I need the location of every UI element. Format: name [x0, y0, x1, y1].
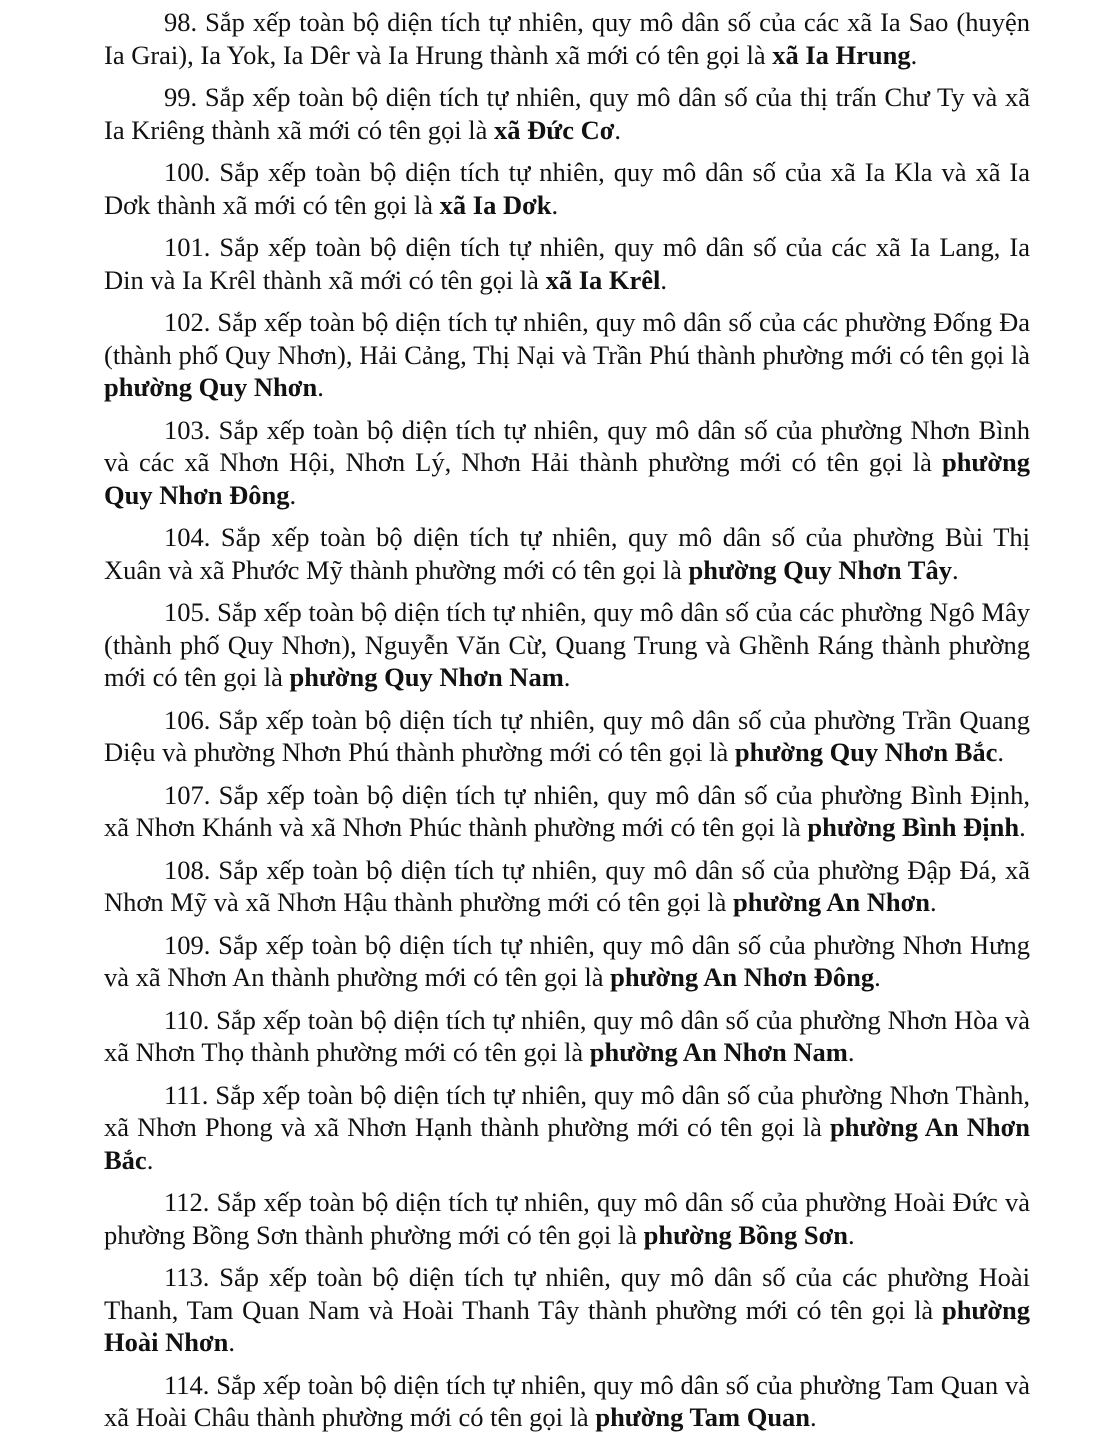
article-item-106: [104, 704, 1030, 769]
article-item-103: [104, 414, 1030, 512]
item-end: .: [997, 737, 1005, 767]
new-unit-name: phường Quy Nhơn Nam: [289, 662, 564, 692]
item-end: .: [660, 264, 667, 295]
document-page: [104, 6, 1030, 1434]
article-item-109: [104, 929, 1030, 994]
item-end: .: [910, 39, 918, 70]
article-item-107: [104, 779, 1030, 844]
article-item-112: [104, 1186, 1030, 1251]
item-end: .: [614, 114, 622, 145]
item-text: 108. Sắp xếp toàn bộ diện tích tự nhiên, quy mô dân số của phường Đập Đá, xã Nhơn Mỹ và xã Nhơn Hậu thành phường mới có tên gọi là: [104, 854, 1030, 917]
item-text: 105. Sắp xếp toàn bộ diện tích tự nhiên, quy mô dân số của các phường Ngô Mây (thành phố Quy Nhơn), Nguyễn Văn Cừ, Quang Trung và Ghềnh Ráng thành phường mới có tên gọi là: [104, 597, 1030, 692]
item-end: .: [551, 189, 559, 220]
new-unit-name: phường An Nhơn Đông: [610, 962, 875, 992]
item-text: 106. Sắp xếp toàn bộ diện tích tự nhiên, quy mô dân số của phường Trần Quang Diệu và phường Nhơn Phú thành phường mới có tên gọi là: [104, 704, 1030, 767]
new-unit-name: xã Ia Krêl: [545, 264, 661, 295]
item-text: 101. Sắp xếp toàn bộ diện tích tự nhiên, quy mô dân số của các xã Ia Lang, Ia Din và Ia Krêl thành xã mới có tên gọi là: [104, 232, 1030, 295]
new-unit-name: xã Ia Hrung: [772, 39, 911, 70]
item-text: 107. Sắp xếp toàn bộ diện tích tự nhiên, quy mô dân số của phường Bình Định, xã Nhơn Khánh và xã Nhơn Phúc thành phường mới có tên gọi là: [104, 779, 1030, 842]
item-end: .: [228, 1327, 236, 1357]
item-end: .: [289, 479, 297, 510]
article-item-105: [104, 596, 1030, 694]
new-unit-name: phường Bình Định: [807, 812, 1020, 842]
item-end: .: [848, 1219, 855, 1250]
item-text: 113. Sắp xếp toàn bộ diện tích tự nhiên, quy mô dân số của các phường Hoài Thanh, Tam Quan Nam và Hoài Thanh Tây thành phường mới có tên gọi là: [104, 1262, 1030, 1325]
article-item-102: [104, 306, 1030, 404]
new-unit-name: phường Bồng Sơn: [643, 1219, 849, 1250]
item-text: 102. Sắp xếp toàn bộ diện tích tự nhiên, quy mô dân số của các phường Đống Đa (thành phố Quy Nhơn), Hải Cảng, Thị Nại và Trần Phú thành phường mới có tên gọi là: [104, 307, 1030, 370]
article-item-99: [104, 81, 1030, 146]
item-end: .: [951, 554, 959, 585]
article-item-108: [104, 854, 1030, 919]
new-unit-name: phường Quy Nhơn Tây: [688, 554, 952, 585]
item-text: 98. Sắp xếp toàn bộ diện tích tự nhiên, quy mô dân số của các xã Ia Sao (huyện Ia Grai), Ia Yok, Ia Dêr và Ia Hrung thành xã mới có tên gọi là: [104, 7, 1030, 70]
new-unit-name: xã Ia Dơk: [439, 189, 552, 220]
item-text: 112. Sắp xếp toàn bộ diện tích tự nhiên, quy mô dân số của phường Hoài Đức và phường Bồng Sơn thành phường mới có tên gọi là: [104, 1187, 1030, 1250]
item-text: 104. Sắp xếp toàn bộ diện tích tự nhiên, quy mô dân số của phường Bùi Thị Xuân và xã Phước Mỹ thành phường mới có tên gọi là: [104, 522, 1030, 585]
article-item-98: [104, 6, 1030, 71]
article-item-110: [104, 1004, 1030, 1069]
new-unit-name: xã Đức Cơ: [494, 114, 615, 145]
article-item-101: [104, 231, 1030, 296]
article-item-104: [104, 521, 1030, 586]
item-text: 103. Sắp xếp toàn bộ diện tích tự nhiên, quy mô dân số của phường Nhơn Bình và các xã Nhơn Hội, Nhơn Lý, Nhơn Hải thành phường mới có tên gọi là: [104, 414, 1030, 477]
article-item-100: [104, 156, 1030, 221]
new-unit-name: phường An Nhơn Bắc: [104, 1112, 1030, 1175]
item-end: .: [146, 1144, 154, 1175]
item-text: 99. Sắp xếp toàn bộ diện tích tự nhiên, quy mô dân số của thị trấn Chư Ty và xã Ia Kriêng thành xã mới có tên gọi là: [104, 82, 1030, 145]
new-unit-name: phường An Nhơn Nam: [589, 1037, 848, 1067]
new-unit-name: phường Tam Quan: [595, 1402, 811, 1432]
new-unit-name: phường Quy Nhơn: [104, 372, 318, 402]
item-end: .: [563, 662, 571, 692]
item-text: 111. Sắp xếp toàn bộ diện tích tự nhiên, quy mô dân số của phường Nhơn Thành, xã Nhơn Phong và xã Nhơn Hạnh thành phường mới có tên gọi là: [104, 1079, 1030, 1142]
new-unit-name: phường Hoài Nhơn: [104, 1294, 1030, 1357]
article-item-111: [104, 1079, 1030, 1177]
item-text: 109. Sắp xếp toàn bộ diện tích tự nhiên, quy mô dân số của phường Nhơn Hưng và xã Nhơn An thành phường mới có tên gọi là: [104, 929, 1030, 992]
item-end: .: [874, 962, 881, 992]
item-end: .: [1019, 812, 1026, 842]
new-unit-name: phường Quy Nhơn Bắc: [734, 737, 998, 767]
article-item-113: [104, 1261, 1030, 1359]
item-end: .: [810, 1402, 817, 1432]
item-end: .: [847, 1037, 855, 1067]
item-end: .: [317, 372, 324, 402]
item-text: 110. Sắp xếp toàn bộ diện tích tự nhiên, quy mô dân số của phường Nhơn Hòa và xã Nhơn Thọ thành phường mới có tên gọi là: [104, 1004, 1030, 1067]
new-unit-name: phường Quy Nhơn Đông: [104, 447, 1030, 510]
item-end: .: [930, 887, 937, 917]
new-unit-name: phường An Nhơn: [733, 887, 931, 917]
item-text: 100. Sắp xếp toàn bộ diện tích tự nhiên, quy mô dân số của xã Ia Kla và xã Ia Dơk thành xã mới có tên gọi là: [104, 157, 1030, 220]
article-item-114: [104, 1369, 1030, 1434]
item-text: 114. Sắp xếp toàn bộ diện tích tự nhiên, quy mô dân số của phường Tam Quan và xã Hoài Châu thành phường mới có tên gọi là: [104, 1369, 1030, 1432]
